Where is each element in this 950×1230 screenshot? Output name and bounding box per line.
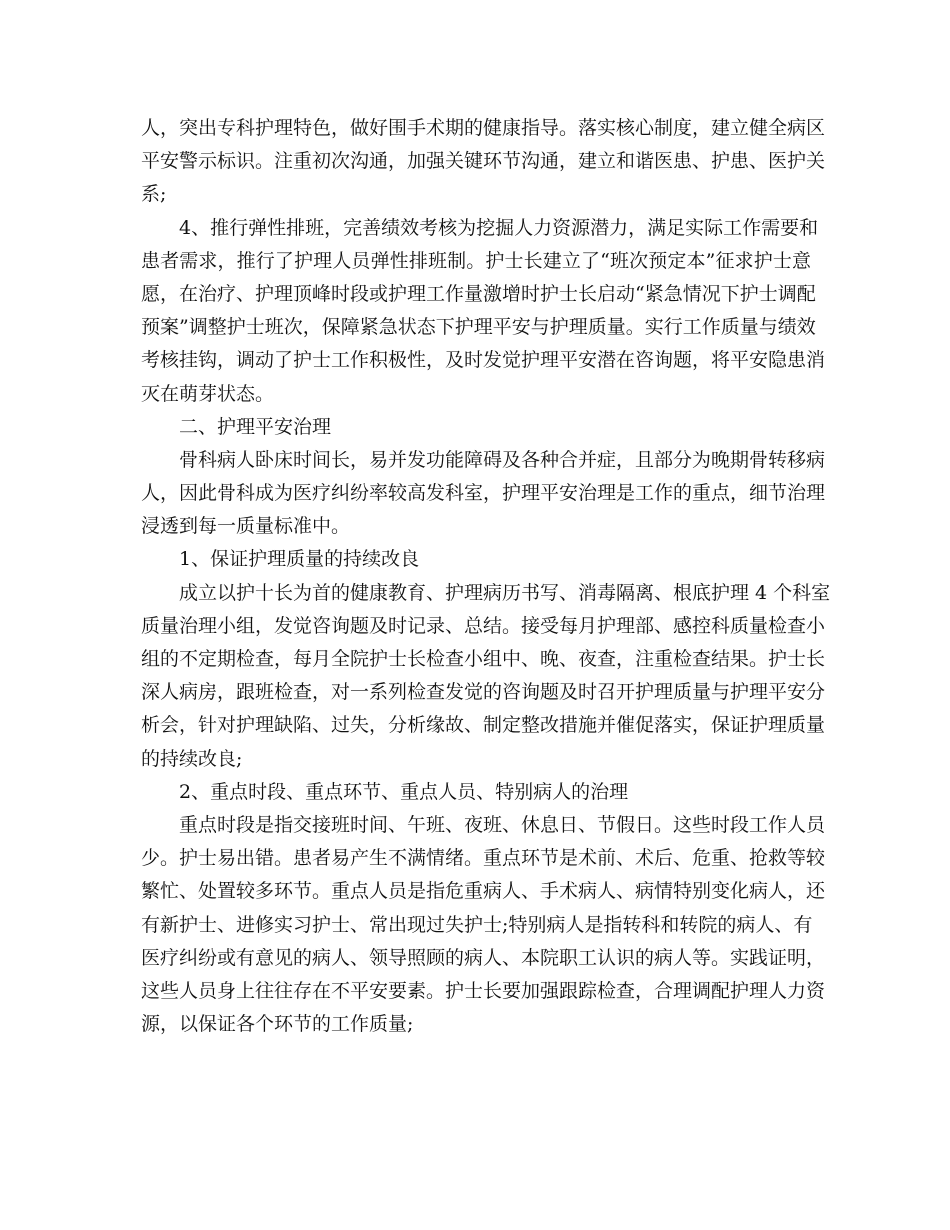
text-line: 4、推行弹性排班，完善绩效考核为挖掘人力资源潜力，满足实际工作需要和 [179, 216, 819, 239]
text-line: 成立以护十长为首的健康教育、护理病历书写、消毒隔离、根底护理 4 个科室 [179, 581, 831, 604]
text-line: 重点时段是指交接班时间、午班、夜班、休息日、节假日。这些时段工作人员 [179, 813, 826, 836]
text-line: 愿，在治疗、护理顶峰时段或护理工作量激增时护士长启动“紧急情况下护士调配 [141, 282, 816, 305]
text-line: 平安警示标识。注重初次沟通，加强关键环节沟通，建立和谐医患、护患、医护关 [141, 150, 826, 173]
text-line: 灭在萌芽状态。 [141, 382, 275, 405]
text-line: 患者需求，推行了护理人员弹性排班制。护士长建立了“班次预定本”征求护士意 [141, 249, 811, 272]
text-line: 考核挂钩，调动了护士工作积极性，及时发觉护理平安潜在咨询题，将平安隐患消 [141, 349, 826, 372]
text-line: 析会，针对护理缺陷、过失，分析缘故、制定整改措施并催促落实，保证护理质量 [141, 714, 826, 737]
section-heading: 二、护理平安治理 [179, 415, 332, 438]
text-line: 系; [141, 183, 167, 206]
subsection-heading: 1、保证护理质量的持续改良 [179, 548, 420, 571]
text-line: 深人病房，跟班检查，对一系列检查发觉的咨询题及时召开护理质量与护理平安分 [141, 681, 826, 704]
text-line: 人，因此骨科成为医疗纠纷率较高发科室，护理平安治理是工作的重点，细节治理 [141, 482, 826, 505]
subsection-heading: 2、重点时段、重点环节、重点人员、特别病人的治理 [179, 780, 629, 803]
document-body [141, 112, 831, 1041]
text-line: 繁忙、处置较多环节。重点人员是指危重病人、手术病人、病情特别变化病人，还 [141, 880, 826, 903]
text-line: 质量治理小组，发觉咨询题及时记录、总结。接受每月护理部、感控科质量检查小 [141, 614, 826, 637]
text-line: 的持续改良; [141, 747, 243, 770]
text-line: 这些人员身上往往存在不平安要素。护士长要加强跟踪检查，合理调配护理人力资 [141, 979, 826, 1002]
text-line: 源，以保证各个环节的工作质量; [141, 1013, 414, 1036]
text-line: 骨科病人卧床时间长，易并发功能障碍及各种合并症，且部分为晚期骨转移病 [179, 448, 826, 471]
text-line: 医疗纠纷或有意见的病人、领导照顾的病人、本院职工认识的病人等。实践证明， [141, 946, 826, 969]
text-line: 少。护士易出错。患者易产生不满情绪。重点环节是术前、术后、危重、抢救等较 [141, 847, 826, 870]
text-line: 组的不定期检查，每月全院护士长检查小组中、晚、夜查，注重检查结果。护士长 [141, 648, 826, 670]
text-line: 预案”调整护士班次，保障紧急状态下护理平安与护理质量。实行工作质量与绩效 [141, 316, 816, 339]
text-line: 浸透到每一质量标准中。 [141, 515, 351, 538]
text-line: 有新护士、进修实习护士、常出现过失护士;特别病人是指转科和转院的病人、有 [141, 913, 813, 936]
text-line: 人，突出专科护理特色，做好围手术期的健康指导。落实核心制度，建立健全病区 [141, 117, 826, 139]
